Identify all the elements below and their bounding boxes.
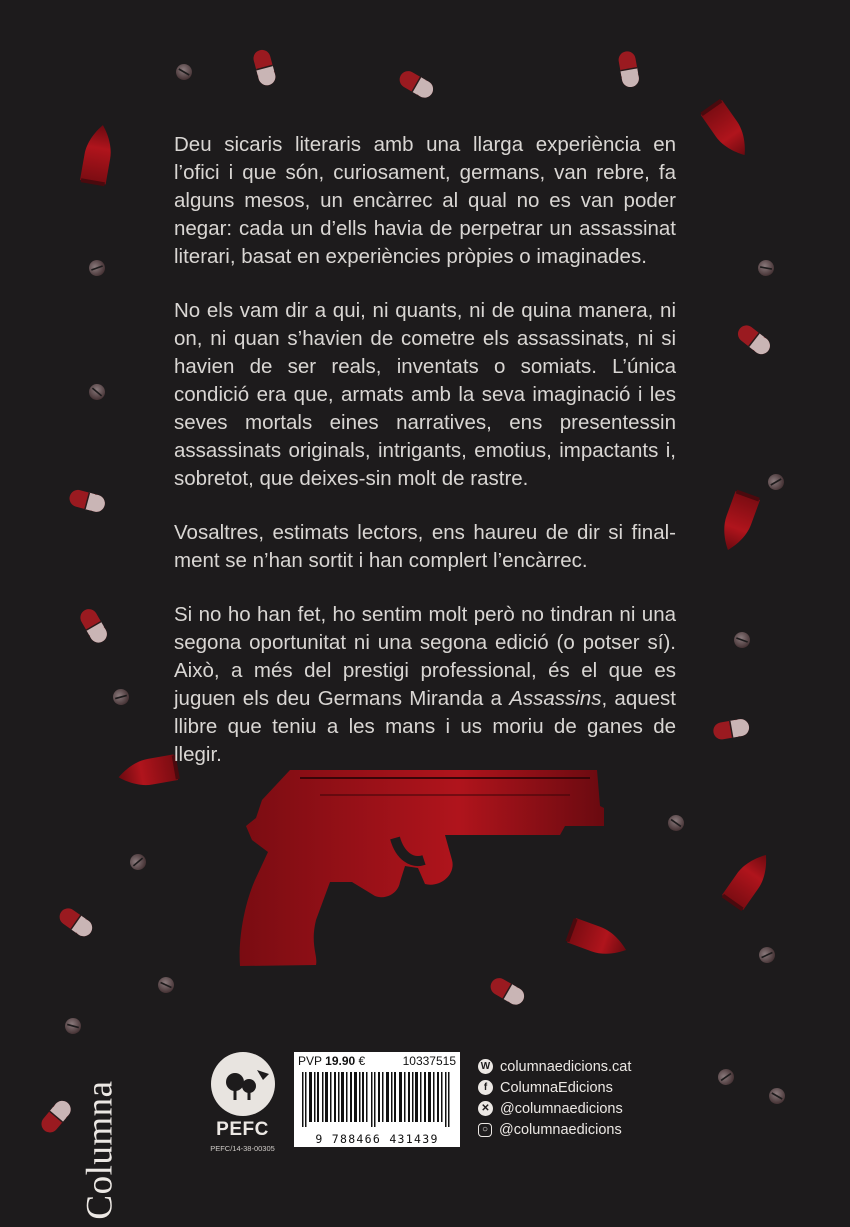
tablet — [111, 687, 131, 707]
tablet — [732, 630, 753, 651]
pefc-logo — [205, 1052, 280, 1153]
capsule — [617, 50, 640, 88]
capsule — [735, 322, 774, 358]
instagram-link[interactable]: ○ @columnaedicions — [478, 1119, 631, 1140]
x-icon: ✕ — [478, 1101, 493, 1116]
tablet — [665, 812, 687, 834]
book-title: Assassins — [509, 687, 602, 710]
tablet — [63, 1016, 83, 1036]
capsule — [488, 975, 528, 1008]
tablet — [173, 61, 195, 83]
tablet — [765, 471, 787, 493]
reference-number: 10337515 — [402, 1054, 456, 1068]
pefc-label: PEFC — [216, 1119, 269, 1140]
tablet — [127, 851, 150, 874]
isbn-digits: 9 788466 431439 — [315, 1132, 439, 1146]
capsule — [712, 718, 750, 741]
pefc-code: PEFC/14-38-00305 — [210, 1144, 275, 1153]
bullet — [716, 489, 761, 554]
x-link[interactable]: ✕ @columnaedicions — [478, 1098, 631, 1119]
website-link[interactable]: W columnaedicions.cat — [478, 1056, 631, 1077]
facebook-icon: f — [478, 1080, 493, 1095]
bullet — [700, 98, 756, 162]
capsule — [38, 1097, 74, 1136]
capsule — [56, 905, 95, 940]
tablet — [86, 381, 109, 404]
capsule — [397, 68, 437, 101]
tablet — [757, 259, 776, 278]
blurb-paragraph-3: Vosaltres, estimats lectors, ens haureu de dir si final-ment se n’han sortit i han complert l’encàrrec. — [174, 521, 676, 572]
bullet — [721, 847, 777, 911]
instagram-icon: ○ — [478, 1123, 492, 1137]
tablet — [715, 1066, 737, 1088]
blurb-paragraph-1: Deu sicaris literaris amb una llarga experiència en l’ofici i que són, curiosament, germans, van rebre, fa alguns mesos, un encàrrec al qual no es van poder negar: cada un d’ells havia de perpetrar un assassinat literari, basat en experiències pròpies o imaginades. — [174, 133, 676, 268]
tablet — [756, 944, 777, 965]
publisher-logo: Columna — [79, 1080, 121, 1220]
barcode-box — [294, 1052, 460, 1147]
w-icon: W — [478, 1059, 493, 1074]
tablet — [155, 974, 176, 995]
capsule — [77, 606, 110, 646]
capsule — [68, 488, 107, 514]
capsule — [252, 48, 278, 87]
blurb-paragraph-2: No els vam dir a qui, ni quants, ni de quina manera, ni on, ni quan s’havien de cometre els assassinats, ni si havien de ser reals, inventats o somiats. L’única condició era que, armats amb la seva imaginació i les seves mortals eines narratives, ens presentessin assassinats originals, intrigants, emotius, impactants i, sobretot, que deixes-sin molt de rastre. — [174, 299, 676, 490]
bullet — [565, 917, 630, 962]
social-links — [478, 1056, 631, 1140]
tablet — [87, 258, 108, 279]
facebook-link[interactable]: f ColumnaEdicions — [478, 1077, 631, 1098]
barcode — [302, 1072, 452, 1127]
pistol-illustration — [240, 770, 604, 966]
bullet — [116, 754, 180, 790]
back-cover-blurb — [174, 131, 676, 795]
price-label: PVP 19.90 € — [298, 1054, 366, 1068]
pefc-tree-icon — [211, 1052, 275, 1116]
tablet — [766, 1085, 788, 1107]
bullet — [80, 123, 116, 187]
blurb-paragraph-4: Si no ho han fet, ho sentim molt però no tindran ni una segona oportunitat ni una segona edició (o potser sí). Això, a més del prestigi professional, és el que es juguen els deu Germans Miranda a Assassins, aquest llibre que teniu a les mans i us moriu de ganes de llegir. — [174, 603, 676, 766]
